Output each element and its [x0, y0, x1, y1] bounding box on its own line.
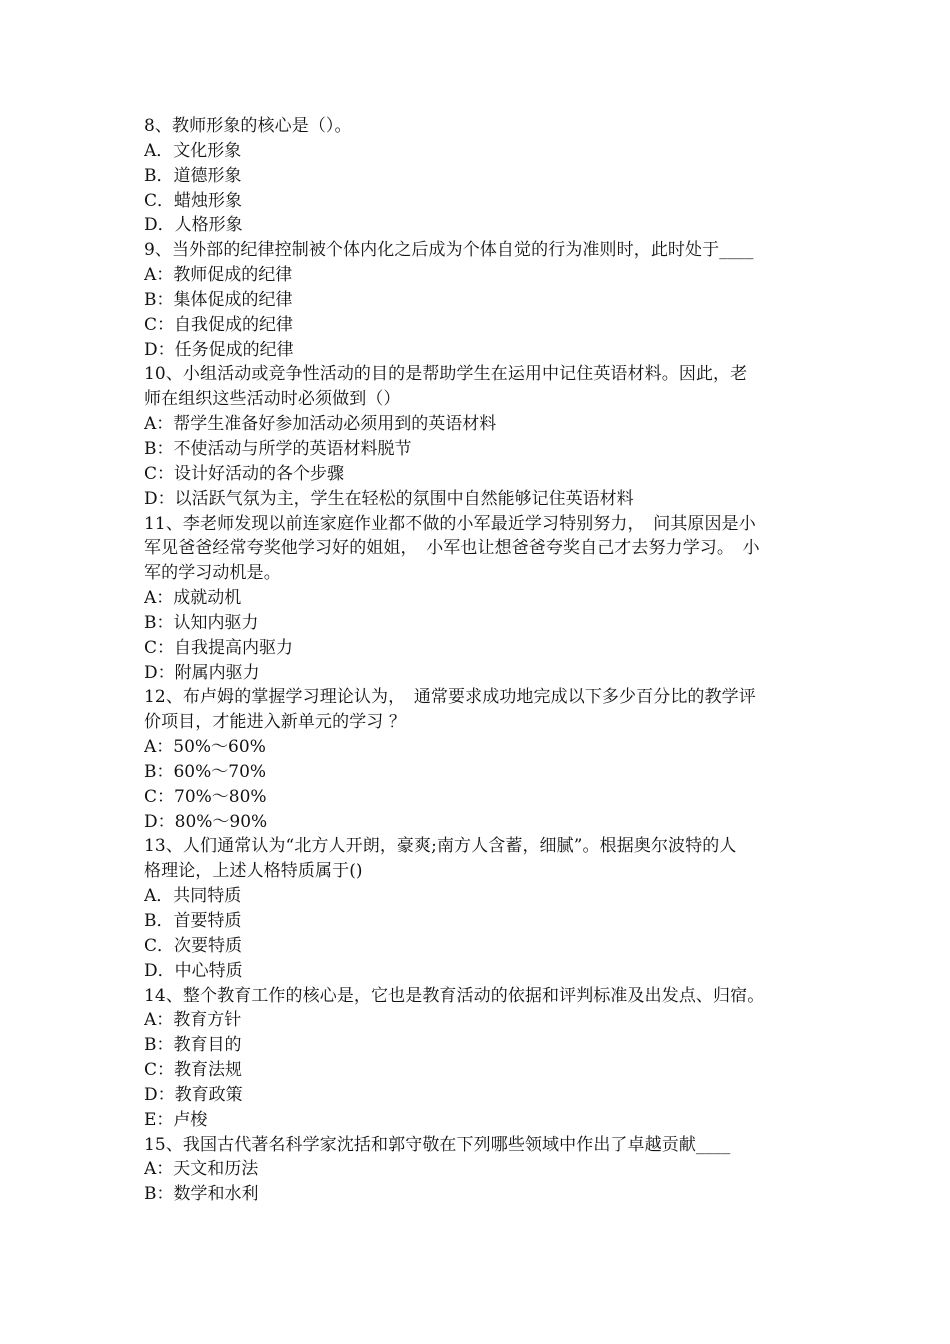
option-b: B：集体促成的纪律 [144, 289, 293, 310]
option-e: E：卢梭 [144, 1109, 208, 1130]
option-c: C：自我促成的纪律 [144, 314, 294, 335]
option-b: B．首要特质 [144, 911, 242, 931]
option-d: D．中心特质 [144, 960, 243, 981]
option-a: A：天文和历法 [144, 1159, 259, 1180]
option-c: C：设计好活动的各个步骤 [144, 463, 345, 484]
option-c: C．蜡烛形象 [144, 190, 243, 211]
question-text: 15、我国古代著名科学家沈括和郭守敬在下列哪些领域中作出了卓越贡献____ [144, 1134, 731, 1155]
question-text-continued: 军见爸爸经常夸奖他学习好的姐姐， 小军也让想爸爸夸奖自己才去努力学习。 小 [144, 538, 760, 559]
question-text: 12、布卢姆的掌握学习理论认为， 通常要求成功地完成以下多少百分比的教学评 [144, 687, 756, 708]
option-b: B．道德形象 [144, 165, 242, 186]
option-c: C：自我提高内驱力 [144, 637, 294, 658]
question-text: 13、人们通常认为“北方人开朗，豪爽;南方人含蓄，细腻”。根据奥尔波特的人 [144, 836, 737, 857]
question-text: 10、小组活动或竞争性活动的目的是帮助学生在运用中记住英语材料。因此，老 [144, 364, 748, 385]
question-8 [144, 114, 808, 238]
question-15 [144, 1133, 808, 1208]
question-12 [144, 685, 808, 834]
option-a: A：成就动机 [144, 588, 242, 609]
question-text: 8、教师形象的核心是（）。 [144, 116, 352, 136]
option-b: B：认知内驱力 [144, 612, 259, 633]
question-text-continued: 格理论，上述人格特质属于() [144, 861, 363, 882]
question-14 [144, 984, 808, 1133]
option-c: C：70%～80% [144, 786, 267, 807]
question-13 [144, 834, 808, 983]
option-b: B：数学和水利 [144, 1184, 259, 1205]
option-d: D：附属内驱力 [144, 662, 260, 683]
question-10 [144, 362, 808, 511]
question-text: 14、整个教育工作的核心是，它也是教育活动的依据和评判标准及出发点、归宿。 [144, 985, 765, 1006]
option-b: B：教育目的 [144, 1035, 242, 1056]
option-d: D：以活跃气氛为主，学生在轻松的氛围中自然能够记住英语材料 [144, 488, 634, 509]
option-d: D：任务促成的纪律 [144, 339, 294, 360]
option-d: D：80%～90% [144, 811, 268, 832]
document-page [144, 114, 808, 1207]
option-d: D：教育政策 [144, 1084, 243, 1105]
question-11 [144, 512, 808, 686]
option-c: C：教育法规 [144, 1060, 243, 1081]
question-text: 11、李老师发现以前连家庭作业都不做的小军最近学习特别努力， 问其原因是小 [144, 513, 756, 534]
option-a: A．共同特质 [144, 886, 242, 907]
question-text-continued: 军的学习动机是。 [144, 563, 281, 584]
option-a: A：帮学生准备好参加活动必须用到的英语材料 [144, 414, 497, 435]
question-text-continued: 师在组织这些活动时必须做到（） [144, 389, 401, 410]
option-d: D．人格形象 [144, 215, 243, 236]
option-c: C．次要特质 [144, 935, 243, 956]
option-b: B：不使活动与所学的英语材料脱节 [144, 438, 412, 459]
question-text: 9、当外部的纪律控制被个体内化之后成为个体自觉的行为准则时，此时处于____ [144, 240, 754, 261]
option-a: A：教育方针 [144, 1010, 242, 1031]
question-text-continued: 价项目，才能进入新单元的学习 ？ [144, 712, 407, 733]
question-9 [144, 238, 808, 362]
option-a: A．文化形象 [144, 140, 242, 161]
option-a: A：50%～60% [144, 737, 266, 758]
option-b: B：60%～70% [144, 761, 267, 782]
option-a: A：教师促成的纪律 [144, 265, 293, 286]
